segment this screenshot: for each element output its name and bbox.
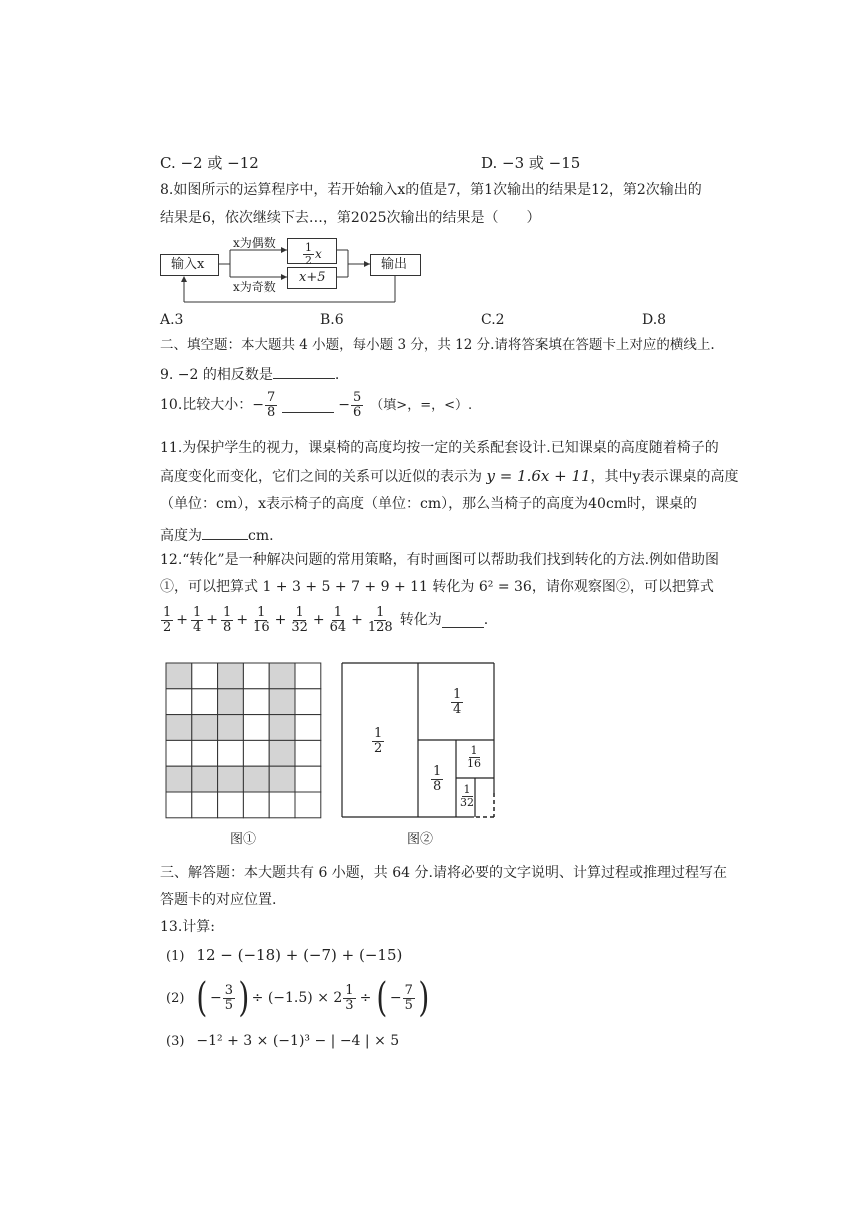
q13-part2-number: (2) xyxy=(166,990,185,1006)
figure-1-caption: 图① xyxy=(230,832,257,847)
flow-even-label: x为偶数 xyxy=(233,236,276,250)
q13-title: 13.计算: xyxy=(160,919,215,935)
series-fraction: $\frac{1}{16}$ xyxy=(253,605,270,635)
figure-2-caption: 图② xyxy=(407,832,434,847)
flow-half-expr: $\frac{1}{2}$ x xyxy=(305,241,322,267)
flow-input-label: 输入x xyxy=(171,257,205,272)
flow-odd-label: x为奇数 xyxy=(233,280,276,294)
q11-line3: （单位：cm），x表示椅子的高度（单位：cm），那么当椅子的高度为40cm时，课桌的 xyxy=(160,496,698,512)
q11-line1: 11.为保护学生的视力，课桌椅的高度均按一定的关系配套设计.已知课桌的高度随着椅子的 xyxy=(160,440,719,456)
q7-option-c: C. −2 或 −12 xyxy=(160,154,259,172)
plus-sign: + xyxy=(351,612,363,629)
plus-sign: + xyxy=(312,612,325,629)
q11-line4-start: 高度为 xyxy=(160,528,202,544)
q13-part1-number: (1) xyxy=(166,949,185,964)
series-fraction: $\frac{1}{64}$ xyxy=(329,605,347,635)
q8-option-a: A.3 xyxy=(160,312,184,328)
plus-sign: + xyxy=(176,612,189,629)
flow-output-label: 输出 xyxy=(381,257,408,272)
fig2-label-sixteenth: $\frac{1}{16}$ xyxy=(467,744,481,770)
series-fraction: $\frac{1}{4}$ xyxy=(193,605,202,635)
plus-sign: + xyxy=(236,612,249,629)
series-fraction: $\frac{1}{2}$ xyxy=(163,605,172,635)
q10-neg1: − xyxy=(252,397,264,414)
q11-formula: y = 1.6x + 11 xyxy=(486,467,591,485)
fig2-label-eighth: $\frac{1}{8}$ xyxy=(433,764,442,794)
fig2-label-thirtysecond: $\frac{1}{32}$ xyxy=(460,783,474,809)
q11-line2-end: ，其中y表示课桌的高度 xyxy=(590,469,739,485)
plus-sign: + xyxy=(206,612,219,629)
q9-end: . xyxy=(334,367,340,383)
section3-line2: 答题卡的对应位置. xyxy=(160,892,277,908)
q13-part2-mixed-frac: $\frac{1}{3}$ xyxy=(345,982,354,1013)
section2-heading: 二、填空题：本大题共 4 小题，每小题 3 分，共 12 分.请将答案填在答题卡上对应的横线上. xyxy=(160,337,715,353)
q13-part1-expr: 12 − (−18) + (−7) + (−15) xyxy=(196,946,403,964)
section3-line1: 三、解答题：本大题共有 6 小题，共 64 分.请将必要的文字说明、计算过程或推理过程写在 xyxy=(160,865,727,881)
series-fraction: $\frac{1}{128}$ xyxy=(367,605,393,635)
q13-part1 xyxy=(166,948,402,963)
q8-option-c: C.2 xyxy=(481,312,505,328)
q13-part2-mid: ÷ (−1.5) × 2 xyxy=(251,990,343,1006)
q10-fraction1: $\frac{7}{8}$ xyxy=(267,390,276,420)
q13-part2: (2) ( − $\frac{3}{5}$ ) ÷ (−1.5) × 2 $\frac{1}{3}$ ÷ ( − $\frac{7}{5}$ ) xyxy=(166,975,430,1021)
plus-sign: + xyxy=(274,612,287,629)
q10-neg2: − xyxy=(338,397,351,414)
q12-line1: 12.“转化”是一种解决问题的常用策略，有时画图可以帮助我们找到转化的方法.例如借助图 xyxy=(160,552,720,568)
q13-part3-number: (3) xyxy=(166,1034,185,1049)
fig2-label-quarter: $\frac{1}{4}$ xyxy=(453,687,462,717)
flow-plus5-label: x+5 xyxy=(299,270,326,285)
q13-part2-div: ÷ xyxy=(359,990,372,1006)
q12-tail: 转化为 xyxy=(399,612,442,629)
q9-text: 9. −2 的相反数是 xyxy=(160,367,273,383)
q12-line2: ①，可以把算式 1 + 3 + 5 + 7 + 9 + 11 转化为 6² = 36，请你观察图②，可以把算式 xyxy=(160,579,714,595)
q10-suffix: （填>，=，<）. xyxy=(370,397,473,413)
q8-line2: 结果是6，依次继续下去…，第2025次输出的结果是（ ） xyxy=(160,210,541,226)
q13-part3 xyxy=(166,1034,399,1048)
q8-option-d: D.8 xyxy=(642,312,667,328)
q11-line2-start: 高度变化而变化，它们之间的关系可以近似的表示为 xyxy=(160,469,482,485)
q8-option-b: B.6 xyxy=(320,312,344,328)
q8-line1: 8.如图所示的运算程序中，若开始输入x的值是7，第1次输出的结果是12，第2次输出的 xyxy=(160,182,702,198)
q13-part3-expr: −1² + 3 × (−1)³ − | −4 | × 5 xyxy=(196,1033,400,1049)
fig2-label-half: $\frac{1}{2}$ xyxy=(374,726,383,756)
q10-prefix: 10.比较大小： xyxy=(160,397,253,414)
series-fraction: $\frac{1}{8}$ xyxy=(223,605,232,635)
q11-unit: cm. xyxy=(248,528,274,544)
q12-end: . xyxy=(483,612,489,629)
q13-part2-frac-a: $\frac{3}{5}$ xyxy=(224,982,234,1013)
q7-option-d: D. −3 或 −15 xyxy=(481,154,581,172)
series-fraction: $\frac{1}{32}$ xyxy=(291,605,308,635)
q13-part2-frac-b: $\frac{7}{5}$ xyxy=(404,982,413,1013)
q10-fraction2: $\frac{5}{6}$ xyxy=(353,390,362,420)
